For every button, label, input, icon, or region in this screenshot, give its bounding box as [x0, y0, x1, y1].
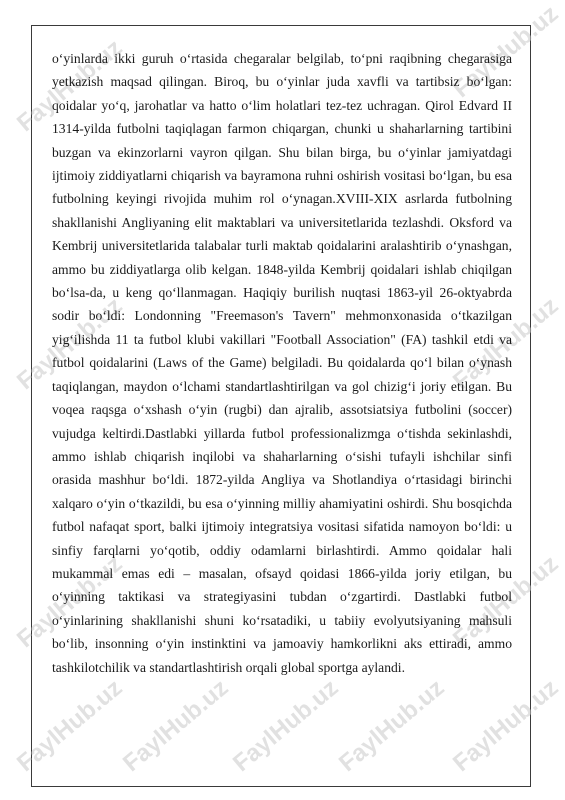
watermark: FaylHub.uz — [447, 550, 564, 654]
body-paragraph: o‘yinlarda ikki guruh o‘rtasida chegaralar belgilab, to‘pni raqibning chegarasiga yetkazish maqsad qilingan. Biroq, bu o‘yinlar juda xavfli va tartibsiz bo‘lgan: qoidalar yo‘q, jarohatlar va hatto o‘lim holatlari tez-tez uchragan. Qirol Edvard II 1314-yilda futbolni taqiqlagan farmon chiqargan, chunki u shaharlarning tartibini buzgan va ekinzorlarni vayron qilgan. Shu bilan birga, bu o‘yinlar jamiyatdagi ijtimoiy ziddiyatlarni chiqarish va bayramona ruhni oshirish vositasi bo‘lgan, bu esa futbolning keyingi rivojida muhim rol o‘ynagan.XVIII-XIX asrlarda futbolning shakllanishi Angliyaning elit maktablari va universitetlarida tezlashdi. Oksford va Kembrij universitetlarida talabalar turli maktab qoidalarini aralashtirib o‘ynashgan, ammo bu ziddiyatlarga olib kelgan. 1848-yilda Kembrij qoidalari ishlab chiqilgan bo‘lsa-da, u keng qo‘llanmagan. Haqiqiy burilish nuqtasi 1863-yil 26-oktyabrda sodir bo‘ldi: Londonning "Freemason's Tavern" mehmonxonasida o‘tkazilgan yig‘ilishda 11 ta futbol klubi vakillari "Football Association" (FA) tashkil etdi va futbol qoidalarini (Laws of the Game) belgiladi. Bu qoidalarda qo‘l bilan o‘ynash taqiqlangan, maydon o‘lchami standartlashtirilgan va gol chizig‘i joriy etilgan. Bu voqea raqsga o‘xshash o‘yin (rugbi) dan ajralib, assotsiatsiya futbolini (soccer) vujudga keltirdi.Dastlabki yillarda futbol professionalizmga o‘tishda sekinlashdi, ammo ishlab chiqarish inqilobi va shaharlarning o‘sishi tufayli ishchilar sinfi orasida mashhur bo‘ldi. 1872-yilda Angliya va Shotlandiya o‘rtasidagi birinchi xalqaro o‘yin o‘tkazildi, bu esa o‘yinning milliy ahamiyatini oshirdi. Shu bosqichda futbol nafaqat sport, balki ijtimoiy integratsiya vositasi sifatida namoyon bo‘ldi: u sinfiy farqlarni yo‘qotib, oddiy odamlarni birlashtirdi. Ammo qoidalar hali mukammal emas edi – masalan, ofsayd qoidasi 1866-yilda joriy etilgan, bu o‘yinning taktikasi va strategiyasini tubdan o‘zgartirdi. Dastlabki futbol o‘yinlarining shakllanishi shuni ko‘rsatadiki, u tabiiy evolyutsiyaning mahsuli bo‘lib, insonning o‘yin instinktini va jamoaviy hamkorlikni aks ettiradi, ammo tashkilotchilik va standartlashtirish orqali global sportga aylandi. — [52, 51, 512, 675]
watermark: FaylHub.uz — [117, 674, 234, 778]
watermark: FaylHub.uz — [11, 34, 128, 138]
watermark: FaylHub.uz — [11, 292, 128, 396]
watermark: FaylHub.uz — [11, 674, 128, 778]
watermark: FaylHub.uz — [447, 292, 564, 396]
watermark: FaylHub.uz — [447, 0, 564, 104]
watermark: FaylHub.uz — [333, 674, 450, 778]
watermark: FaylHub.uz — [227, 674, 344, 778]
watermark: FaylHub.uz — [11, 550, 128, 654]
watermark: FaylHub.uz — [447, 674, 564, 778]
